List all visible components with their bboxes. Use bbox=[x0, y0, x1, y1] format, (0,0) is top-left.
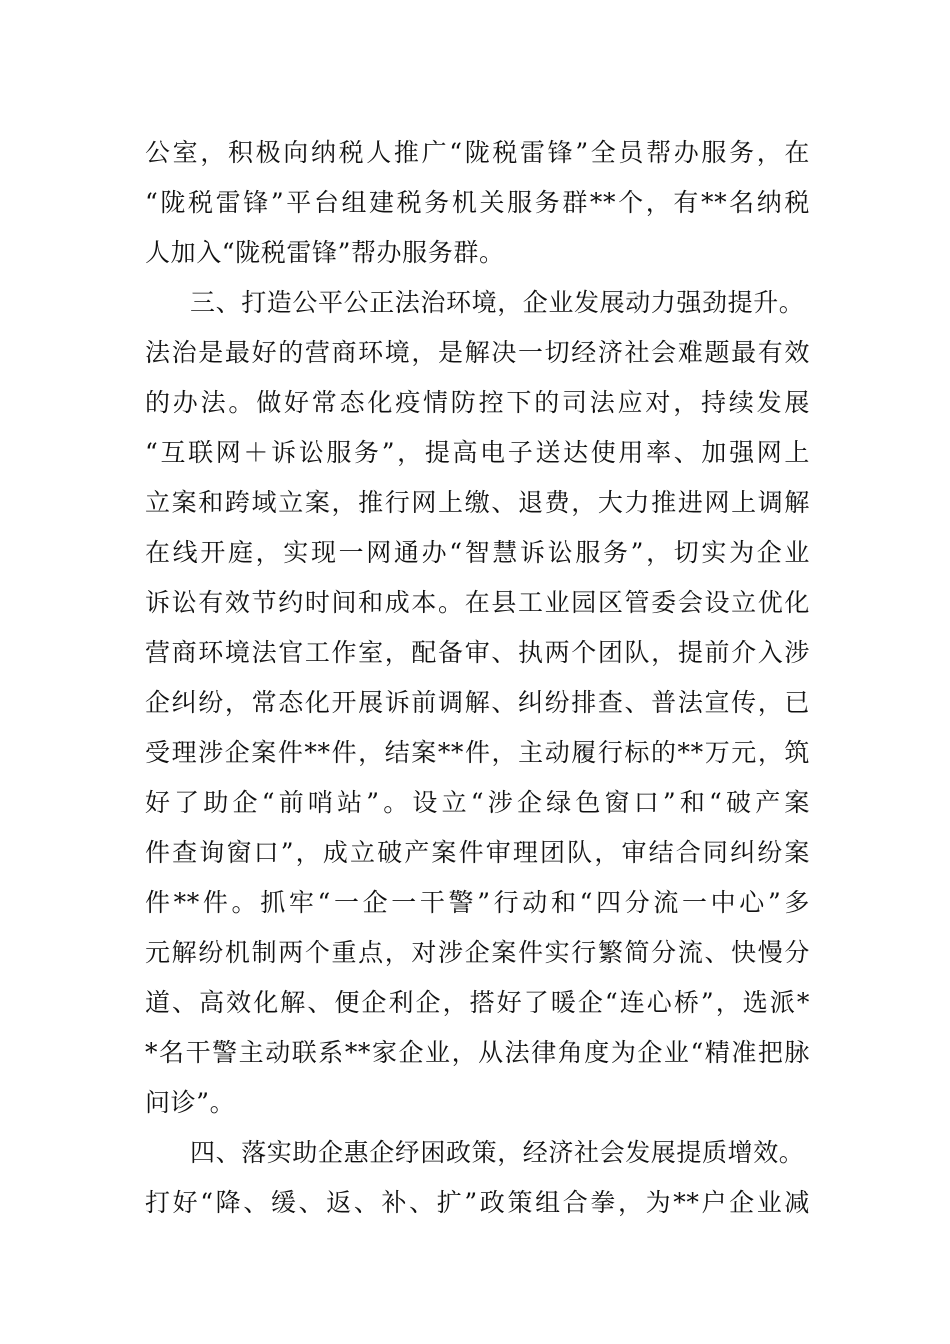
body-text-line: *名干警主动联系**家企业，从法律角度为企业“精准把脉 bbox=[145, 1038, 810, 1067]
body-text-line: 道、高效化解、便企利企，搭好了暖企“连心桥”，选派* bbox=[145, 988, 810, 1017]
body-text-line: 公室，积极向纳税人推广“陇税雷锋”全员帮办服务，在 bbox=[145, 138, 810, 167]
body-text-line: 的办法。做好常态化疫情防控下的司法应对，持续发展 bbox=[145, 388, 810, 417]
body-text-line: 法治是最好的营商环境，是解决一切经济社会难题最有效 bbox=[145, 338, 810, 367]
body-text-line: 人加入“陇税雷锋”帮办服务群。 bbox=[145, 238, 505, 267]
body-text-line: 好了助企“前哨站”。设立“涉企绿色窗口”和“破产案 bbox=[145, 788, 810, 817]
body-text-line: 元解纷机制两个重点，对涉企案件实行繁简分流、快慢分 bbox=[145, 938, 810, 967]
body-text-line: 件查询窗口”，成立破产案件审理团队，审结合同纠纷案 bbox=[145, 838, 810, 867]
body-text-line: 企纠纷，常态化开展诉前调解、纠纷排查、普法宣传，已 bbox=[145, 688, 810, 717]
body-text-line: 立案和跨域立案，推行网上缴、退费，大力推进网上调解 bbox=[145, 488, 810, 517]
body-text-line: 件**件。抓牢“一企一干警”行动和“四分流一中心”多 bbox=[145, 888, 810, 917]
body-text-line: “互联网＋诉讼服务”，提高电子送达使用率、加强网上 bbox=[145, 438, 810, 467]
body-text-line: 受理涉企案件**件，结案**件，主动履行标的**万元，筑 bbox=[145, 738, 810, 767]
body-text-line: 问诊”。 bbox=[145, 1088, 236, 1117]
body-text-line: “陇税雷锋”平台组建税务机关服务群**个，有**名纳税 bbox=[145, 188, 810, 217]
body-text-line: 营商环境法官工作室，配备审、执两个团队，提前介入涉 bbox=[145, 638, 810, 667]
body-text-line: 在线开庭，实现一网通办“智慧诉讼服务”，切实为企业 bbox=[145, 538, 810, 567]
section-heading: 三、打造公平公正法治环境，企业发展动力强劲提升。 bbox=[190, 288, 805, 317]
section-heading: 四、落实助企惠企纾困政策，经济社会发展提质增效。 bbox=[190, 1138, 805, 1167]
body-text-line: 诉讼有效节约时间和成本。在县工业园区管委会设立优化 bbox=[145, 588, 810, 617]
body-text-line: 打好“降、缓、返、补、扩”政策组合拳，为**户企业减 bbox=[145, 1188, 810, 1217]
